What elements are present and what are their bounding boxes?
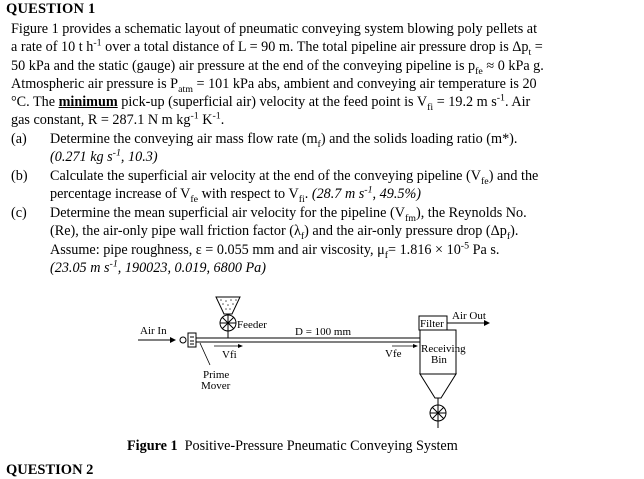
intro-line: Atmospheric air pressure is $P_{atm} = 101$ kPa abs, ambient and conveying air temperature is 20 [11, 75, 537, 95]
bin-cone [420, 374, 456, 398]
feeder-label: Feeder [237, 319, 267, 331]
question-b-text-2: percentage increase of $V_{fe}$ with respect to $V_{fi}$. (28.7 m $s^{-1}$, 49.5%) [50, 184, 421, 206]
question-c-text: Determine the mean superficial air velocity for the pipeline $(V_{fm})$, the Reynolds No. [50, 205, 527, 224]
vfe-label: Vfe [385, 348, 402, 360]
blower-icon [180, 337, 186, 343]
air-out-label: Air Out [452, 310, 486, 322]
question-a-text: Determine the conveying air mass flow rate $(m_f)$ and the solids loading ratio (m*). [50, 131, 518, 150]
question-c-assumptions: Assume: pipe roughness, ε = 0.055 mm and air viscosity, $\mu_f= 1.816 \times 10^{-5}$ Pa s. [50, 239, 500, 261]
bin-label: Bin [431, 354, 447, 366]
mover-label: Mover [201, 380, 231, 392]
question-b-text: Calculate the superficial air velocity at the end of the conveying pipeline $(V_{fe})$ and the [50, 168, 539, 187]
figure-caption: Figure 1 Positive-Pressure Pneumatic Conveying System [127, 438, 458, 454]
air-inlet-arrow-icon [170, 337, 176, 343]
intro-line: gas constant, R = 287.1 N m $kg^{-1}$ $K^{-1}$. [11, 110, 225, 129]
intro-line: a rate of 10 t $h^{-1}$ over a total distance of L = 90 m. The total pipeline air pressure drop is $\Delta p_t$ = [11, 37, 543, 59]
pipe-diameter-label: D = 100 mm [295, 326, 352, 338]
intro-line: °C. The minimum pick-up (superficial air) velocity at the feed point is $V_{fi} = 19.2$ m $s^{-1}$. Air [11, 92, 531, 114]
intro-line: 50 kPa and the static (gauge) air pressure at the end of the conveying pipeline is $p_{fe} \approx 0$ kPa g. [11, 57, 544, 77]
question-a-answer: (0.271 kg $s^{-1}$, 10.3) [50, 147, 158, 166]
filter-label: Filter [420, 318, 444, 330]
question-b-label: (b) [11, 168, 28, 184]
vfe-arrow-icon [413, 344, 418, 348]
prime-label: Prime [203, 369, 230, 381]
question-c-label: (c) [11, 205, 27, 221]
intro-line: Figure 1 provides a schematic layout of pneumatic conveying system blowing poly pellets at [11, 21, 538, 37]
vfi-arrow-icon [238, 344, 243, 348]
question-title: QUESTION 1 [6, 1, 96, 17]
vfi-label: Vfi [222, 349, 237, 361]
receiving-label: Receiving [421, 343, 466, 355]
prime-mover-box [188, 333, 196, 347]
next-question-title: QUESTION 2 [6, 462, 94, 478]
question-b-answer: (28.7 m $s^{-1}$, 49.5%) [311, 184, 421, 203]
air-in-label: Air In [140, 325, 167, 337]
question-c-answer: (23.05 m $s^{-1}$, 190023, 0.019, 6800 Pa) [50, 258, 266, 276]
question-c-text-2: (Re), the air-only pipe wall friction factor $(\lambda_f)$ and the air-only pressure drop $(\Delta p_f)$. [50, 223, 519, 243]
question-a-label: (a) [11, 131, 27, 147]
